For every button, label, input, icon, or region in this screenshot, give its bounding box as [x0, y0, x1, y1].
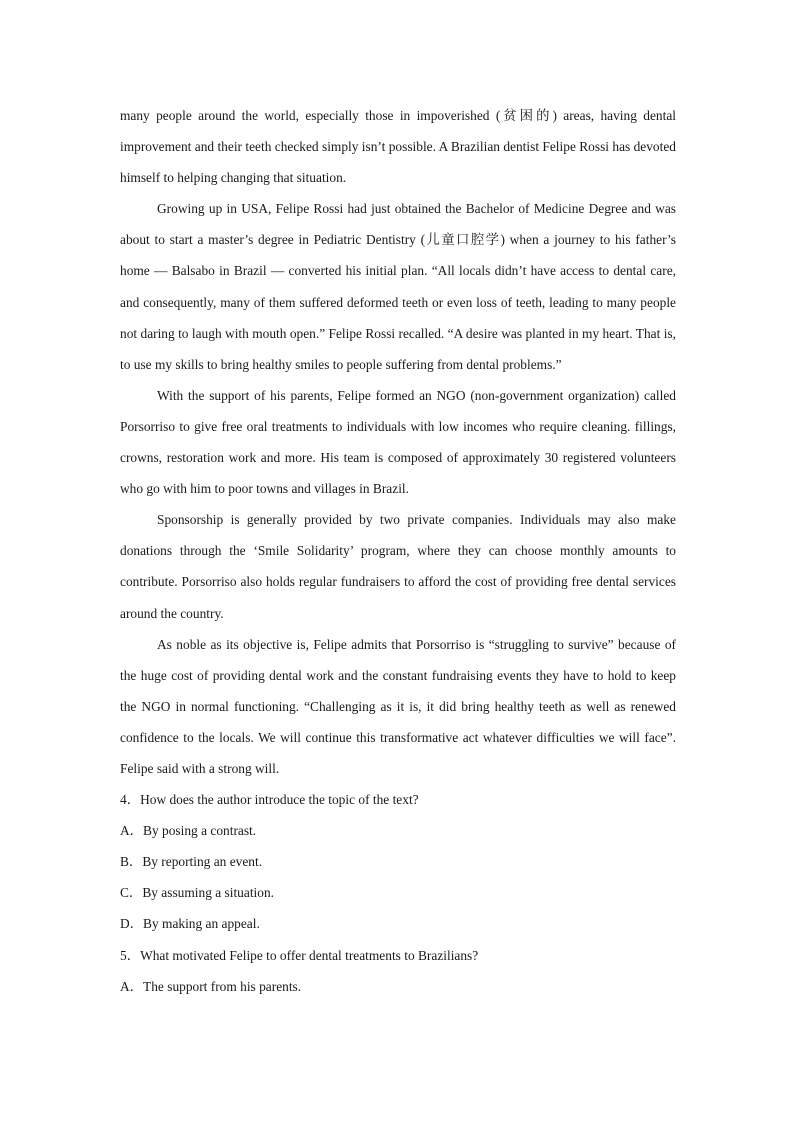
answer-option-a: A．By posing a contrast. — [120, 823, 257, 839]
reading-passage — [120, 100, 676, 784]
passage-paragraph-3: With the support of his parents, Felipe formed an NGO (non-government organization) called Porsorriso to give free oral treatments to individuals with low incomes who require cleaning. fillings, crowns, restoration work and more. His team is composed of approximately 30 registered volunteers who go with him to poor towns and villages in Brazil. — [120, 387, 676, 497]
document-page — [120, 100, 676, 1002]
answer-option-d: D．By making an appeal. — [120, 916, 260, 932]
passage-paragraph-5: As noble as its objective is, Felipe admits that Porsorriso is “struggling to survive” because of the huge cost of providing dental work and the constant fundraising events they have to hold to keep the NGO in normal functioning. “Challenging as it is, it did bring healthy teeth as well as renewed confidence to the locals. We will continue this transformative act whatever difficulties we will face”. Felipe said with a strong will. — [120, 636, 676, 776]
passage-paragraph-2: Growing up in USA, Felipe Rossi had just obtained the Bachelor of Medicine Degree and was about to start a master’s degree in Pediatric Dentistry (儿童口腔学) when a journey to his father’s home — Balsabo in Brazil — converted his initial plan. “All locals didn’t have access to dental care, and consequently, many of them suffered deformed teeth or even loss of teeth, leading to many people not daring to laugh with mouth open.” Felipe Rossi recalled. “A desire was planted in my heart. That is, to use my skills to bring healthy smiles to people suffering from dental problems.” — [120, 201, 676, 372]
passage-paragraph-4: Sponsorship is generally provided by two private companies. Individuals may also make donations through the ‘Smile Solidarity’ program, where they can choose monthly amounts to contribute. Porsorriso also holds regular fundraisers to afford the cost of providing free dental services around the country. — [120, 512, 676, 621]
answer-option-c: C．By assuming a situation. — [120, 885, 274, 901]
answer-option-a: A．The support from his parents. — [120, 978, 302, 994]
question-stem: 4．How does the author introduce the topic of the text? — [120, 792, 419, 808]
answer-option-b: B．By reporting an event. — [120, 854, 263, 870]
question-stem: 5．What motivated Felipe to offer dental treatments to Brazilians? — [120, 947, 479, 963]
passage-paragraph-1: many people around the world, especially those in impoverished (贫困的) areas, having dental improvement and their teeth checked simply isn’t possible. A Brazilian dentist Felipe Rossi has devoted himself to helping changing that situation. — [120, 108, 676, 186]
question-4 — [120, 784, 676, 939]
question-5 — [120, 940, 676, 1002]
